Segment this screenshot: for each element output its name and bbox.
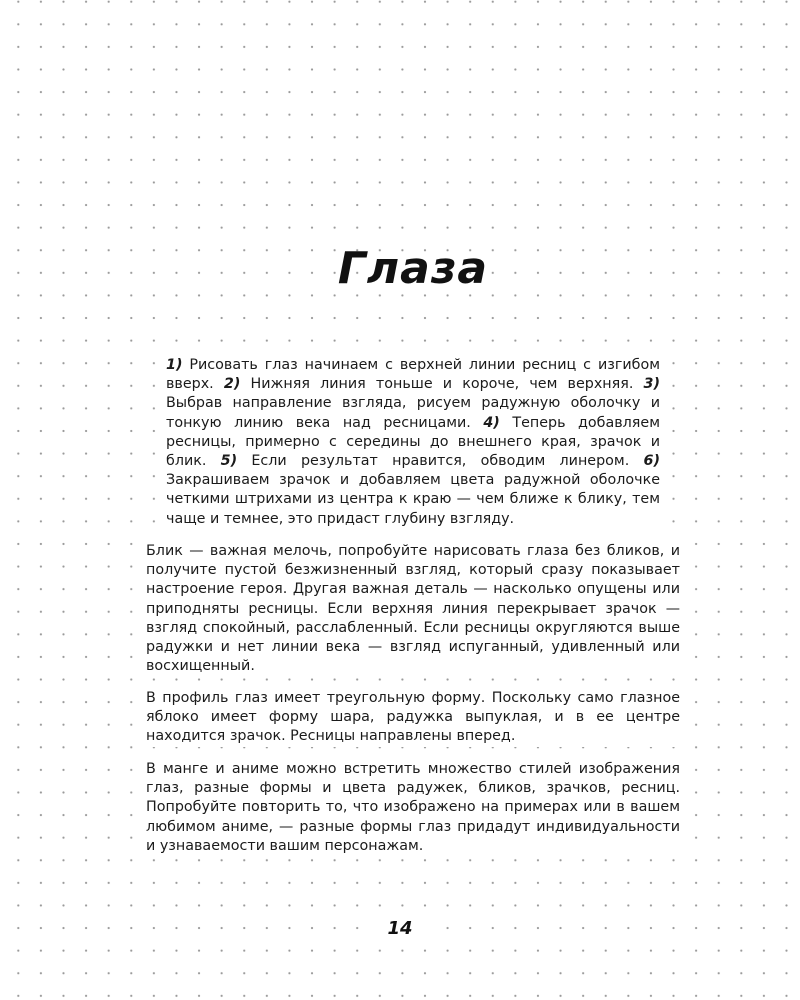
step-text: Если результат нравится, обводим линером.: [237, 453, 644, 470]
step-number: 3): [643, 376, 660, 393]
step-number: 4): [483, 414, 500, 431]
step-number: 5): [220, 453, 238, 470]
step-text: Рисовать глаз начинаем с верхней линии ресниц с изгибом вверх.: [166, 357, 660, 393]
body-paragraph-highlight: Блик — важная мелочь, попробуйте нарисовать глаза без бликов, и получите пустой безжизненный взгляд, который сразу показывает настроение героя. Другая важная деталь — насколько опущены или приподняты ресницы. Если верхняя линия перекрывает зрачок — взгляд спокойный, расслабленный. Если ресницы округляются выше радужки и нет линии века — взгляд испуганный, удивленный или восхищенный.: [146, 542, 680, 676]
steps-paragraph: [166, 356, 660, 529]
step-text: Теперь добавляем ресницы, примерно с середины до внешнего края, зрачок и блик.: [166, 414, 660, 470]
step-text: Выбрав направление взгляда, рисуем радужную оболочку и тонкую линию века над ресницами.: [166, 395, 660, 431]
body-paragraph-styles: В манге и аниме можно встретить множество стилей изображения глаз, разные формы и цвета радужек, бликов, зрачков, ресниц. Попробуйте повторить то, что изображено на примерах или в вашем любимом аниме, — разные формы глаз придадут индивидуальности и узнаваемости вашим персонажам.: [146, 760, 680, 856]
step-text: Нижняя линия тоньше и короче, чем верхняя.: [240, 376, 644, 393]
step-number: 2): [223, 376, 241, 393]
step-number: 6): [643, 453, 660, 470]
step-number: 1): [166, 357, 183, 373]
body-paragraph-profile: В профиль глаз имеет треугольную форму. Поскольку само глазное яблоко имеет форму шара, радужка выпуклая, и в ее центре находится зрачок. Ресницы направлены вперед.: [146, 689, 680, 747]
page-number: 14: [370, 918, 430, 939]
step-text: Закрашиваем зрачок и добавляем цвета радужной оболочке четкими штрихами из центра к краю — чем ближе к блику, тем чаще и темнее, это придаст глубину взгляду.: [166, 472, 660, 527]
page-title: Глаза: [337, 243, 489, 294]
